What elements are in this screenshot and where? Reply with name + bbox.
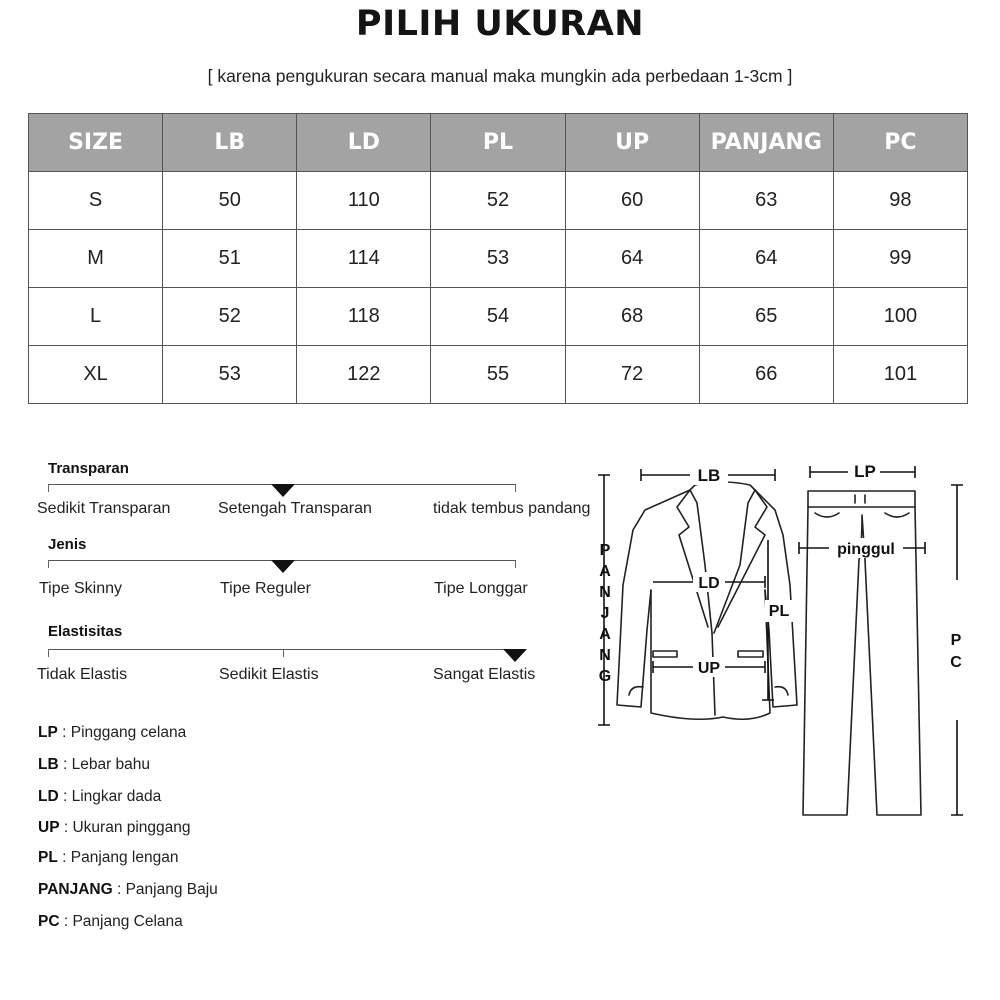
legend-item: PC : Panjang Celana: [38, 913, 183, 930]
label-pc: P C: [950, 632, 962, 671]
scale-title: Elastisitas: [48, 623, 123, 640]
table-cell: 66: [699, 346, 833, 404]
table-cell: L: [29, 288, 163, 346]
scale-elastisitas: [0, 623, 600, 693]
table-cell: 99: [833, 230, 967, 288]
table-row: [29, 172, 968, 230]
table-row: [29, 230, 968, 288]
scale-option: Sedikit Transparan: [37, 500, 171, 517]
scale-tick: [515, 560, 516, 568]
scale-tick: [283, 649, 284, 657]
column-header-lb: LB: [163, 114, 297, 172]
table-cell: 101: [833, 346, 967, 404]
legend-item: PL : Panjang lengan: [38, 849, 179, 866]
legend-item: LD : Lingkar dada: [38, 788, 162, 805]
table-cell: 60: [565, 172, 699, 230]
label-up: UP: [697, 660, 721, 677]
legend-item: LB : Lebar bahu: [38, 756, 151, 773]
scale-title: Jenis: [48, 536, 87, 553]
column-header-panjang: PANJANG: [699, 114, 833, 172]
scale-option: Tipe Reguler: [220, 580, 312, 597]
column-header-size: SIZE: [29, 114, 163, 172]
label-lb: LB: [697, 466, 721, 485]
table-cell: 52: [163, 288, 297, 346]
scale-option: Sangat Elastis: [433, 666, 536, 683]
scale-tick: [515, 484, 516, 492]
table-cell: 65: [699, 288, 833, 346]
suit-measurement-diagram: [585, 455, 985, 830]
table-cell: 110: [297, 172, 431, 230]
column-header-pc: PC: [833, 114, 967, 172]
scale-option: Setengah Transparan: [218, 500, 372, 517]
table-cell: 98: [833, 172, 967, 230]
column-header-up: UP: [565, 114, 699, 172]
measurement-note: [ karena pengukuran secara manual maka mungkin ada perbedaan 1-3cm ]: [207, 66, 793, 86]
table-cell: 114: [297, 230, 431, 288]
legend-item: PANJANG : Panjang Baju: [38, 881, 218, 898]
table-row: [29, 288, 968, 346]
label-lp: LP: [854, 462, 876, 481]
column-header-ld: LD: [297, 114, 431, 172]
table-cell: 68: [565, 288, 699, 346]
table-cell: 51: [163, 230, 297, 288]
scale-option: Tipe Longgar: [434, 580, 528, 597]
table-cell: 55: [431, 346, 565, 404]
table-cell: 100: [833, 288, 967, 346]
label-panjang: P A N J A N G: [598, 542, 612, 685]
table-cell: 54: [431, 288, 565, 346]
table-cell: 122: [297, 346, 431, 404]
scale-option: Tidak Elastis: [37, 666, 128, 683]
table-cell: 50: [163, 172, 297, 230]
scale-option: Tipe Skinny: [39, 580, 122, 597]
column-header-pl: PL: [431, 114, 565, 172]
scale-line: [48, 649, 516, 650]
label-ld: LD: [698, 575, 720, 592]
table-cell: S: [29, 172, 163, 230]
table-cell: 64: [565, 230, 699, 288]
scale-title: Transparan: [48, 460, 129, 477]
table-cell: 53: [431, 230, 565, 288]
table-cell: 63: [699, 172, 833, 230]
label-pinggul: pinggul: [837, 541, 895, 558]
table-row: [29, 346, 968, 404]
size-table: [28, 113, 968, 404]
scale-option: Sedikit Elastis: [219, 666, 319, 683]
table-cell: 118: [297, 288, 431, 346]
page-title: PILIH UKURAN: [355, 4, 645, 44]
label-pl: PL: [768, 603, 790, 620]
scale-marker: [503, 649, 527, 662]
table-cell: 53: [163, 346, 297, 404]
table-cell: 52: [431, 172, 565, 230]
size-table-header: [29, 114, 968, 172]
scale-tick: [48, 649, 49, 657]
table-cell: XL: [29, 346, 163, 404]
scale-tick: [48, 560, 49, 568]
scale-transparan: [0, 460, 600, 530]
legend-item: UP : Ukuran pinggang: [38, 819, 191, 836]
table-cell: 72: [565, 346, 699, 404]
table-cell: 64: [699, 230, 833, 288]
legend-item: LP : Pinggang celana: [38, 724, 187, 741]
scale-jenis: [0, 536, 600, 606]
scale-marker: [271, 484, 295, 497]
scale-option: tidak tembus pandang: [433, 500, 591, 517]
scale-marker: [271, 560, 295, 573]
scale-tick: [48, 484, 49, 492]
table-cell: M: [29, 230, 163, 288]
